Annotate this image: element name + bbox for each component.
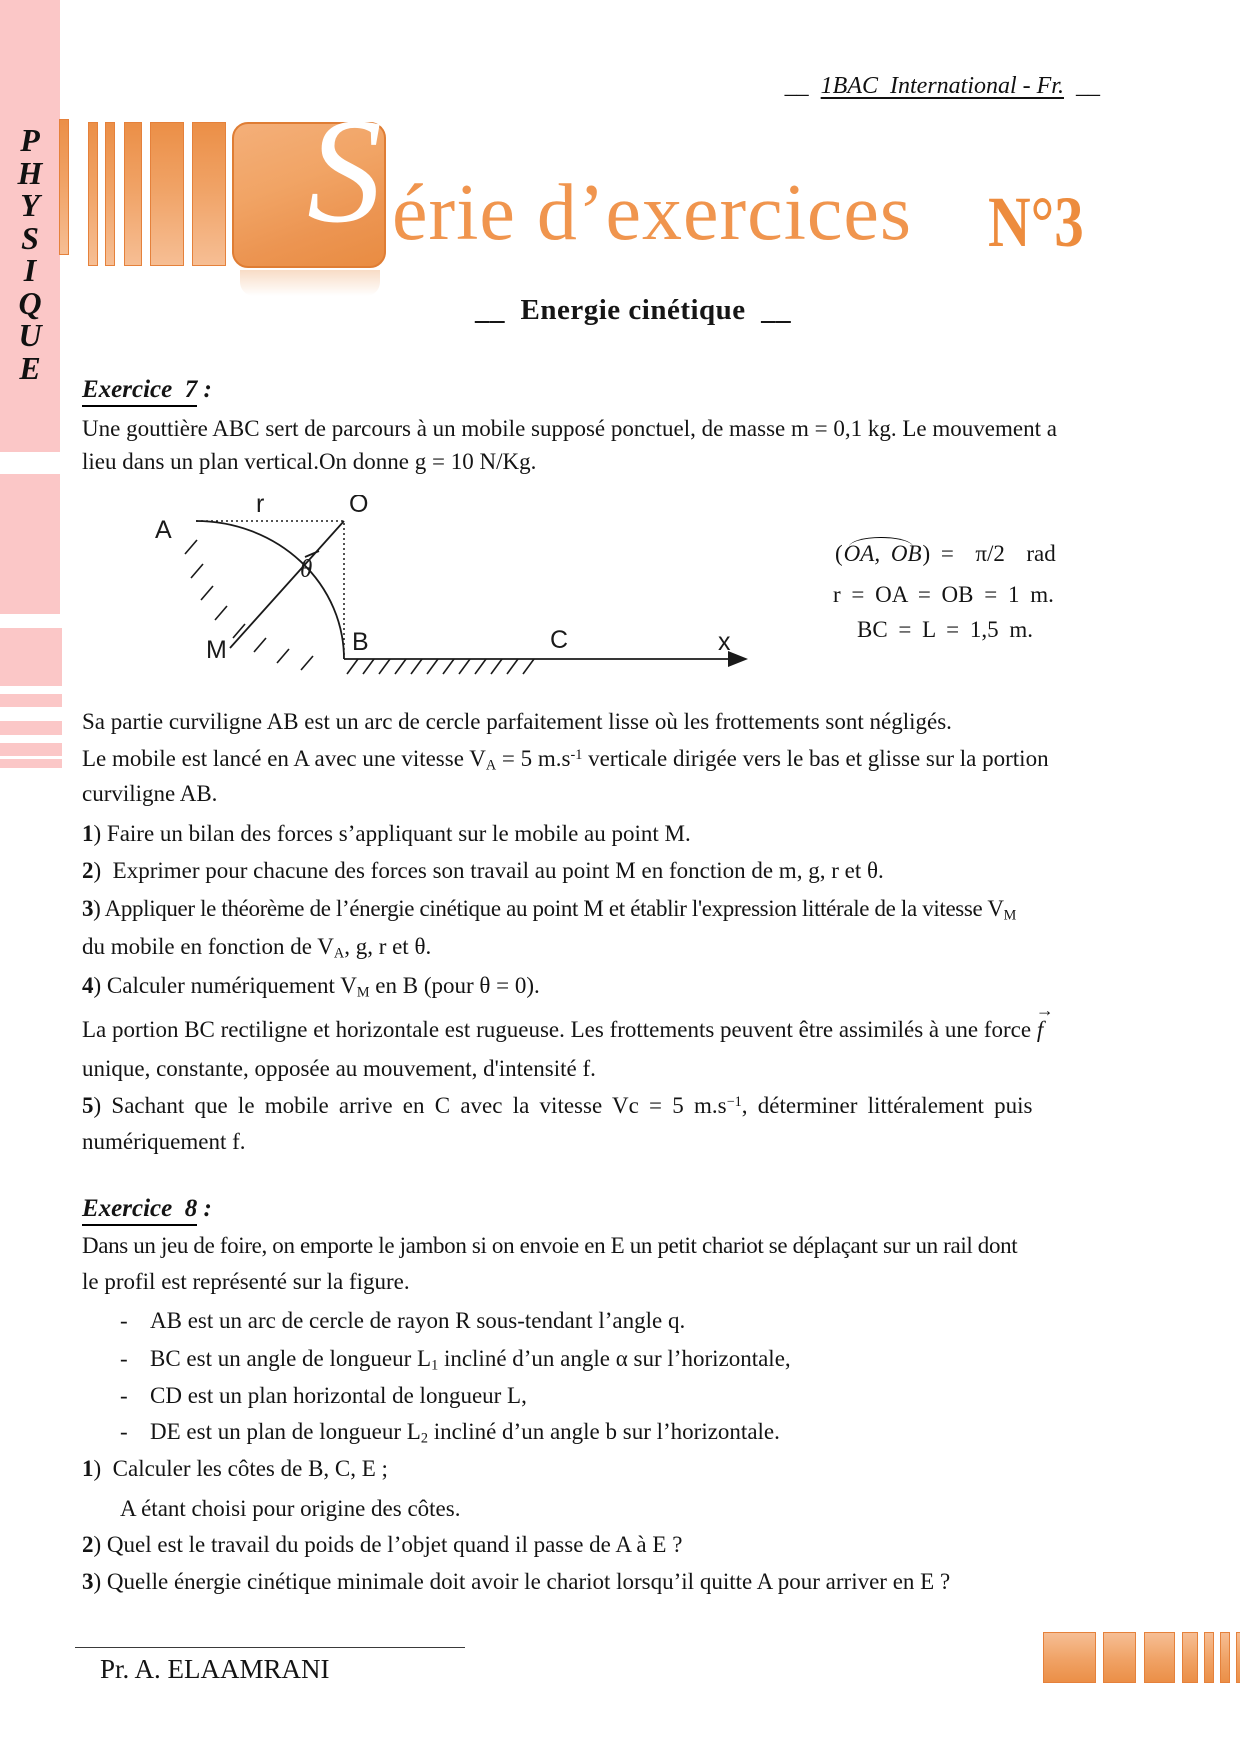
exercise7-intro-line: Une gouttière ABC sert de parcours à un mobile supposé ponctuel, de masse m = 0,1 kg. Le mouvement a	[82, 416, 1057, 441]
exercise8-question-2: 2) Quel est le travail du poids de l’objet quand il passe de A à E ?	[82, 1532, 683, 1557]
exercise8-question-3: 3) Quelle énergie cinétique minimale doit avoir le chariot lorsqu’il quitte A pour arriver en E ?	[82, 1569, 951, 1594]
exercise7-given-angle: (OA, OB) = π/2 rad	[835, 541, 1056, 566]
sidebar-physique-label	[0, 124, 60, 384]
sidebar-letter: P	[20, 122, 40, 158]
diagram-label-x: x	[718, 628, 731, 656]
exercise7-question-5: 5) Sachant que le mobile arrive en C avec la vitesse Vc = 5 $m.s^{-1}$, déterminer littéralement puis	[82, 1093, 1033, 1118]
sidebar-letter: I	[23, 252, 37, 288]
exercise7-diagram	[130, 495, 920, 695]
sidebar-pink-block	[0, 628, 62, 686]
exercise7-question-4: 4) Calculer numériquement $V_M$ en B (pour θ = 0).	[82, 973, 540, 1001]
footer-stripe	[1144, 1632, 1175, 1683]
sidebar-pink-strip	[0, 743, 62, 756]
document-header	[785, 73, 1100, 100]
diagram-line-OM	[230, 521, 344, 648]
exercise8-question-1-cont: A étant choisi pour origine des côtes.	[120, 1496, 461, 1521]
footer-stripe	[1043, 1632, 1096, 1683]
exercise7-heading	[82, 377, 212, 402]
diagram-label-O: O	[349, 495, 369, 518]
masthead-stripe	[192, 122, 226, 266]
exercise8-intro-line: Dans un jeu de foire, on emporte le jambon si on envoie en E un petit chariot se déplaçant sur un rail dont	[82, 1233, 1018, 1258]
exercise7-text-line: Le mobile est lancé en A avec une vitesse $V_A = 5$ $m.s^{-1}$ verticale dirigée vers le bas et glisse sur la portion	[82, 746, 1049, 774]
sidebar-pink-strip	[0, 759, 62, 768]
footer-stripe	[1204, 1632, 1214, 1683]
exercise7-given-radius: r = OA = OB = 1 m.	[833, 582, 1054, 607]
footer-stripe	[1182, 1632, 1198, 1683]
sidebar-pink-strip	[0, 694, 62, 707]
diagram-label-B: B	[352, 628, 369, 656]
diagram-label-C: C	[550, 626, 569, 654]
exercise7-text-line: La portion BC rectiligne et horizontale est rugueuse. Les frottements peuvent être assimilés à une force → f	[82, 1018, 1045, 1041]
exercise7-question-5-cont: numériquement f.	[82, 1129, 246, 1154]
exercise8-intro-line: le profil est représenté sur la figure.	[82, 1269, 410, 1294]
sidebar-pink-strip	[0, 721, 62, 735]
footer-stripe	[1236, 1632, 1240, 1683]
sidebar-letter: S	[21, 219, 39, 256]
diagram-ground-hatching	[347, 659, 534, 674]
exercise8-bullet-BC: BC est un angle de longueur $L_1$ incliné d’un angle α sur l’horizontale,	[150, 1346, 791, 1374]
bullet-dash: -	[120, 1308, 128, 1333]
page-subtitle: __ Energie cinétique __	[475, 294, 792, 326]
exercise7-question-1: 1) Faire un bilan des forces s’appliquant sur le mobile au point M.	[82, 821, 691, 846]
footer-rule	[75, 1647, 465, 1648]
exercise8-bullet-AB: AB est un arc de cercle de rayon R sous-tendant l’angle q.	[150, 1308, 686, 1333]
exercise7-text-line: curviligne AB.	[82, 781, 218, 806]
diagram-label-A: A	[155, 516, 172, 544]
masthead-initial: S	[307, 88, 382, 254]
sidebar-letter: U	[18, 317, 42, 353]
masthead-stripe	[105, 122, 115, 266]
masthead-stripe	[88, 122, 98, 266]
exercise8-bullet-DE: DE est un plan de longueur $L_2$ incliné d’un angle b sur l’horizontale.	[150, 1419, 780, 1447]
diagram-label-r: r	[256, 495, 265, 518]
masthead-square-reflection	[240, 270, 380, 296]
masthead-stripe	[150, 122, 184, 266]
exercise8-heading-title: Exercice 8	[82, 1195, 197, 1226]
sidebar-pink-block	[0, 474, 60, 614]
page-title: érie d’exercices	[392, 169, 913, 257]
masthead-stripe	[59, 119, 69, 255]
diagram-label-theta: θ	[300, 556, 313, 583]
footer-stripe	[1103, 1632, 1136, 1683]
exercise7-question-3: 3) Appliquer le théorème de l’énergie cinétique au point M et établir l'expression littérale de la vitesse $V_M$	[82, 896, 1016, 924]
exercise7-heading-title: Exercice 7	[82, 376, 197, 407]
diagram-axis-arrowhead	[728, 651, 748, 667]
exercise7-heading-colon: :	[197, 376, 212, 403]
sidebar-letter: H	[17, 154, 43, 191]
sidebar-letter: Q	[18, 284, 42, 321]
footer-author: Pr. A. ELAAMRANI	[100, 1654, 330, 1684]
exercise8-bullet-CD: CD est un plan horizontal de longueur L,	[150, 1383, 527, 1408]
sidebar-letter: E	[19, 349, 41, 386]
exercise7-text-line: Sa partie curviligne AB est un arc de cercle parfaitement lisse où les frottements sont négligés.	[82, 709, 952, 734]
bullet-dash: -	[120, 1346, 128, 1371]
header-class-label: 1BAC International - Fr.	[820, 73, 1064, 99]
exercise8-heading	[82, 1196, 212, 1221]
exercise8-question-1: 1) Calculer les côtes de B, C, E ;	[82, 1456, 388, 1481]
exercise7-given-length: BC = L = 1,5 m.	[857, 617, 1033, 642]
header-prefix: __	[784, 73, 821, 99]
exercise7-text-line: unique, constante, opposée au mouvement, d'intensité f.	[82, 1056, 596, 1081]
diagram-label-M: M	[206, 636, 227, 664]
bullet-dash: -	[120, 1383, 128, 1408]
header-suffix: __	[1064, 73, 1100, 99]
exercise7-question-2: 2) Exprimer pour chacune des forces son travail au point M en fonction de m, g, r et θ.	[82, 858, 884, 883]
exercise8-heading-colon: :	[197, 1195, 212, 1222]
page-title-number: N°3	[988, 182, 1084, 262]
exercise7-intro-line: lieu dans un plan vertical.On donne g = 10 N/Kg.	[82, 449, 537, 474]
exercise7-question-3-cont: du mobile en fonction de $V_A$, g, r et θ.	[82, 934, 432, 962]
masthead-stripe	[124, 122, 142, 266]
masthead-square-logo	[232, 88, 386, 268]
bullet-dash: -	[120, 1419, 128, 1444]
diagram-arc-hatching	[185, 540, 313, 670]
sidebar-letter: Y	[20, 187, 40, 223]
footer-stripe	[1220, 1632, 1230, 1683]
